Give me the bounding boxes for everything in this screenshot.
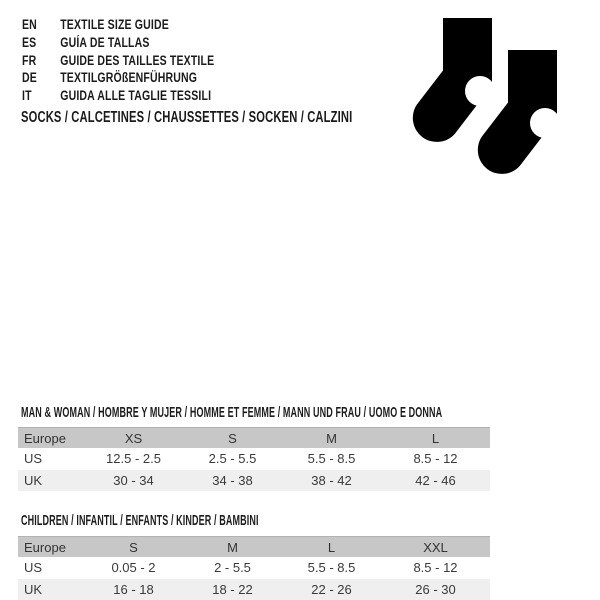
table-title-man-woman [21, 404, 600, 422]
size-value-cell: 5.5 - 8.5 [307, 560, 356, 576]
size-value-cell: 8.5 - 12 [413, 451, 458, 467]
language-code: FR [22, 52, 37, 68]
language-row-it [22, 87, 269, 105]
language-label: GUIDA ALLE TAGLIE TESSILI [60, 88, 212, 103]
size-value-cell: 26 - 30 [415, 581, 456, 597]
size-value-cell: 2.5 - 5.5 [208, 451, 257, 467]
table-row-us [18, 557, 490, 579]
table-title-text: CHILDREN / INFANTIL / ENFANTS / KINDER / BAMBINI [21, 512, 259, 529]
column-header-size: M [282, 428, 381, 449]
column-header-size: XS [84, 428, 183, 449]
size-value-cell: 18 - 22 [212, 581, 253, 597]
language-code: ES [22, 34, 37, 50]
table-row-uk [18, 470, 490, 492]
language-label: TEXTILGRÖßENFÜHRUNG [60, 70, 198, 86]
row-label: UK [24, 581, 43, 597]
size-value-cell: 16 - 18 [113, 581, 154, 597]
table-row-uk [18, 579, 490, 600]
socks-icon [412, 18, 558, 176]
language-row-es [22, 34, 269, 52]
row-label: US [24, 560, 43, 576]
language-code: DE [22, 70, 37, 86]
size-table-children [18, 536, 490, 600]
language-row-de [22, 69, 269, 87]
column-header-size: S [84, 537, 183, 558]
size-value-cell: 42 - 46 [415, 472, 456, 488]
language-code: EN [22, 17, 37, 32]
language-row-fr [22, 52, 269, 70]
column-header-size: M [183, 537, 282, 558]
table-header-row [18, 537, 490, 558]
column-header-size: L [282, 537, 381, 558]
size-value-cell: 8.5 - 12 [413, 560, 458, 576]
column-header-europe: Europe [18, 537, 84, 558]
size-value-cell: 2 - 5.5 [214, 560, 251, 576]
language-label: TEXTILE SIZE GUIDE [60, 17, 169, 32]
column-header-size: XXL [381, 537, 490, 558]
size-table-man-woman [18, 427, 490, 491]
language-label: GUIDE DES TAILLES TEXTILE [60, 52, 215, 68]
size-value-cell: 22 - 26 [311, 581, 352, 597]
language-code: IT [22, 88, 32, 103]
table-header-row [18, 428, 490, 449]
column-header-europe: Europe [18, 428, 84, 449]
size-value-cell: 12.5 - 2.5 [106, 451, 161, 467]
column-header-size: S [183, 428, 282, 449]
table-title-children [21, 512, 417, 530]
size-value-cell: 5.5 - 8.5 [307, 451, 356, 467]
table-row-us [18, 448, 490, 470]
table-title-text: MAN & WOMAN / HOMBRE Y MUJER / HOMME ET FEMME / MANN UND FRAU / UOMO E DONNA [21, 404, 443, 421]
row-label: US [24, 451, 43, 467]
row-label: UK [24, 472, 43, 488]
size-value-cell: 38 - 42 [311, 472, 352, 488]
category-title-text: SOCKS / CALCETINES / CHAUSSETTES / SOCKEN / CALZINI [21, 109, 353, 126]
language-list [22, 16, 269, 105]
column-header-size: L [381, 428, 490, 449]
language-row-en [22, 16, 269, 34]
size-value-cell: 34 - 38 [212, 472, 253, 488]
size-value-cell: 30 - 34 [113, 472, 154, 488]
language-label: GUÍA DE TALLAS [60, 34, 150, 50]
size-value-cell: 0.05 - 2 [111, 560, 156, 576]
